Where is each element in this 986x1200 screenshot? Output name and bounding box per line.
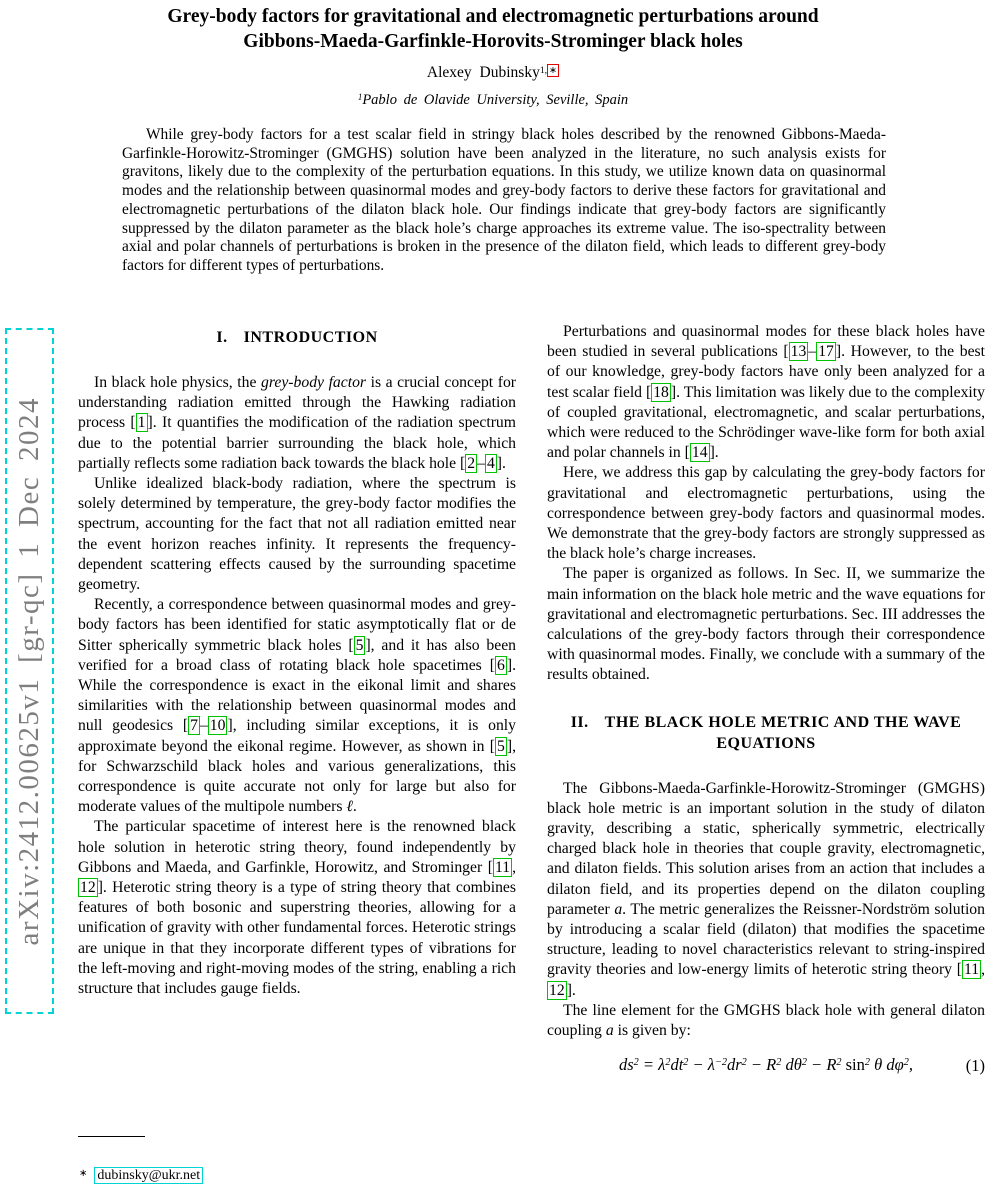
paragraph: The line element for the GMGHS black hole with general dilaton coupling a is given by: [547, 1001, 985, 1040]
citation-link[interactable]: 2 [467, 454, 476, 472]
affiliation-superscript: 1 [357, 91, 363, 102]
paragraph: Here, we address this gap by calculating the grey-body factors for gravitational and electromagnetic perturbations, using the correspondence between grey-body factors and quasinormal modes. We demonstrate that the grey-body factors are strongly suppressed as the black hole’s charge increases. [547, 464, 985, 563]
emphasis-text: a [614, 900, 623, 918]
equation-term: − [688, 1055, 708, 1075]
equation-exponent: 2 [903, 1057, 909, 1069]
footnote [79, 1168, 203, 1184]
citation-link[interactable]: 14 [691, 444, 708, 462]
equation-term: − [746, 1055, 767, 1075]
arxiv-banner-box [5, 328, 54, 1014]
section-number: I. [216, 329, 228, 346]
emphasis-text: grey-body factor [261, 374, 367, 391]
paper-title-line1: Grey-body factors for gravitational and electromagnetic perturbations around [167, 6, 819, 27]
section-heading [78, 327, 516, 348]
author-footnote-link[interactable]: ∗ [549, 64, 558, 76]
equation-term: λ [707, 1055, 715, 1075]
footnote-email-link[interactable]: dubinsky@ukr.net [94, 1167, 203, 1184]
citation-link[interactable]: 17 [818, 343, 834, 361]
paper-title-line2: Gibbons-Maeda-Garfinkle-Horovits-Strominger black holes [243, 31, 743, 52]
paragraph: The Gibbons-Maeda-Garfinkle-Horowitz-Strominger (GMGHS) black hole metric is an important solution in the study of dilaton gravity, describing a static, spherically symmetric, electrically charged black hole in theories that couple gravity, electromagnetic, and dilaton fields. This solution arises from an action that includes a dilaton field, and its properties depend on the dilaton coupling parameter a. The metric generalizes the Reissner-Nordström solution by introducing a scalar field (dilaton) that modifies the spacetime structure, leading to novel characteristics relevant to string-inspired gravity theories and low-energy limits of heterotic string theory [ 11 , 12 ]. [547, 779, 985, 999]
paragraph: The particular spacetime of interest here is the renowned black hole solution in heterotic string theory, found independently by Gibbons and Maeda, and Garfinkle, Horowitz, and Strominger [ 11 , 12 ]. Heterotic string theory is a type of string theory that combines features of both bosonic and superstring theories, allowing for a unification of gravity with other fundamental forces. Heterotic strings are unique in that they incorporate different types of vibrations for the left-moving and right-moving modes of the string, enabling a rich structure that includes gauge fields. [78, 818, 516, 998]
equation-exponent: 2 [864, 1057, 871, 1069]
equation-term: θ dφ [870, 1055, 904, 1075]
arxiv-banner-text: arXiv:2412.00625v1 [gr-qc] 1 Dec 2024 [13, 396, 45, 946]
citation-link[interactable]: 10 [209, 717, 226, 735]
equation-term: − [806, 1055, 827, 1075]
abstract-text: While grey-body factors for a test scalar field in stringy black holes described by the renowned Gibbons-Maeda-Garfinkle-Horowitz-Strominger (GMGHS) solution have been analyzed in the literature, no such analysis exists for gravitons, likely due to the complexity of the perturbation equations. In this study, we utilize known data on quasinormal modes and the relationship between quasinormal modes and grey-body factors to derive these factors for gravitational and electromagnetic perturbations of the dilaton black hole. Our findings indicate that grey-body factors are significantly suppressed by the dilaton parameter as the black hole’s charge approaches its extreme value. The iso-spectrality between axial and polar channels of perturbations is broken in the presence of the dilaton field, which leads to different grey-body factors for different types of perturbations. [122, 126, 886, 274]
equation-term: dr [726, 1055, 742, 1075]
paragraph: In black hole physics, the grey-body factor is a crucial concept for understanding radiation emitted through the Hawking radiation process [ 1 ]. It quantifies the modification of the radiation spectrum due to the potential barrier surrounding the black hole, which partially reflects some radiation back towards the black hole [ 2 – 4 ]. [78, 374, 517, 472]
equation-term: , [908, 1055, 913, 1075]
author-line [0, 64, 986, 82]
equation-term: ds [619, 1055, 634, 1075]
affiliation-line [0, 92, 986, 109]
emphasis-text: a [605, 1022, 614, 1040]
equation-exponent: 2 [776, 1057, 782, 1069]
citation-link[interactable]: 12 [80, 879, 96, 897]
equation-exponent: 2 [741, 1057, 747, 1069]
citation-link[interactable]: 11 [494, 858, 511, 876]
footnote-rule [78, 1136, 145, 1137]
equation-term: dt [670, 1055, 684, 1075]
paragraph: Recently, a correspondence between quasinormal modes and grey-body factors has been identified for static asymptotically flat or de Sitter spherically symmetric black holes [ 5 ], and it has also been verified for a broad class of rotating black hole spacetimes [ 6 ]. While the correspondence is exact in the eikonal limit and shares similarities with the relationship between quasinormal modes and null geodesics [ 7 – 10 ], including similar exceptions, it is only approximate beyond the eikonal regime. However, as shown in [ 5 ], for Schwarzschild black holes and various generalizations, this correspondence is quite accurate not only for large but also for moderate values of the multipole numbers ℓ. [78, 596, 516, 816]
paragraph: Perturbations and quasinormal modes for these black holes have been studied in several publications [ 13 – 17 ]. However, to the best of our knowledge, grey-body factors have only been analyzed for a test scalar field [ 18 ]. This limitation was likely due to the complexity of coupled gravitational, electromagnetic, and scalar perturbations, which were reduced to the Schrödinger wave-like form for both axial and polar channels in [ 14 ]. [547, 323, 985, 462]
equation-number: (1) [965, 1056, 985, 1076]
section-number: II. [570, 713, 589, 731]
equation [547, 1053, 985, 1080]
section-heading [547, 712, 985, 754]
section-title: INTRODUCTION [243, 329, 378, 346]
equation-term: = [638, 1055, 659, 1075]
citation-link[interactable]: 13 [790, 343, 807, 361]
equation-exponent: −2 [714, 1057, 727, 1069]
citation-link[interactable]: 6 [497, 656, 505, 674]
emphasis-text: ℓ [346, 798, 353, 816]
column-left [78, 322, 516, 999]
citation-link[interactable]: 4 [486, 454, 495, 472]
equation-exponent: 2 [836, 1057, 842, 1069]
author-name: Alexey Dubinsky [426, 64, 540, 81]
citation-link[interactable]: 12 [549, 981, 565, 999]
citation-link[interactable]: 7 [190, 717, 198, 735]
paragraph: The paper is organized as follows. In Sec. II, we summarize the main information on the black hole metric and the wave equations for gravitational and electromagnetic perturbations. Sec. III addresses the calculations of the grey-body factors through their correspondence with quasinormal modes. Finally, we conclude with a summary of the results obtained. [547, 565, 985, 684]
equation-exponent: 2 [665, 1057, 671, 1069]
equation-exponent: 2 [683, 1057, 689, 1069]
equation-term: R [826, 1055, 837, 1075]
equation-term: λ [658, 1055, 666, 1075]
column-right [547, 322, 985, 1080]
paper-title [80, 4, 906, 54]
author-superscript: 1, [539, 64, 548, 76]
equation-term: R [766, 1055, 777, 1075]
equation-term: dθ [781, 1055, 802, 1075]
section-title: THE BLACK HOLE METRIC AND THE WAVE EQUATIONS [604, 713, 962, 752]
equation-exponent: 2 [801, 1057, 807, 1069]
citation-link[interactable]: 11 [963, 961, 980, 979]
paragraph: Unlike idealized black-body radiation, where the spectrum is solely determined by temperature, the grey-body factor modifies the spectrum, accounting for the fact that not all radiation emitted near the event horizon reaches infinity. It represents the frequency-dependent scattering effects caused by the surrounding spacetime geometry. [78, 475, 516, 594]
equation-exponent: 2 [633, 1057, 639, 1069]
citation-link[interactable]: 18 [653, 383, 669, 401]
affiliation-text: Pablo de Olavide University, Seville, Spain [362, 92, 629, 108]
footnote-marker: ∗ [79, 1168, 88, 1179]
citation-link[interactable]: 5 [497, 737, 505, 755]
citation-link[interactable]: 1 [137, 414, 146, 432]
equation-term: sin [841, 1055, 865, 1075]
citation-link[interactable]: 5 [355, 636, 364, 654]
